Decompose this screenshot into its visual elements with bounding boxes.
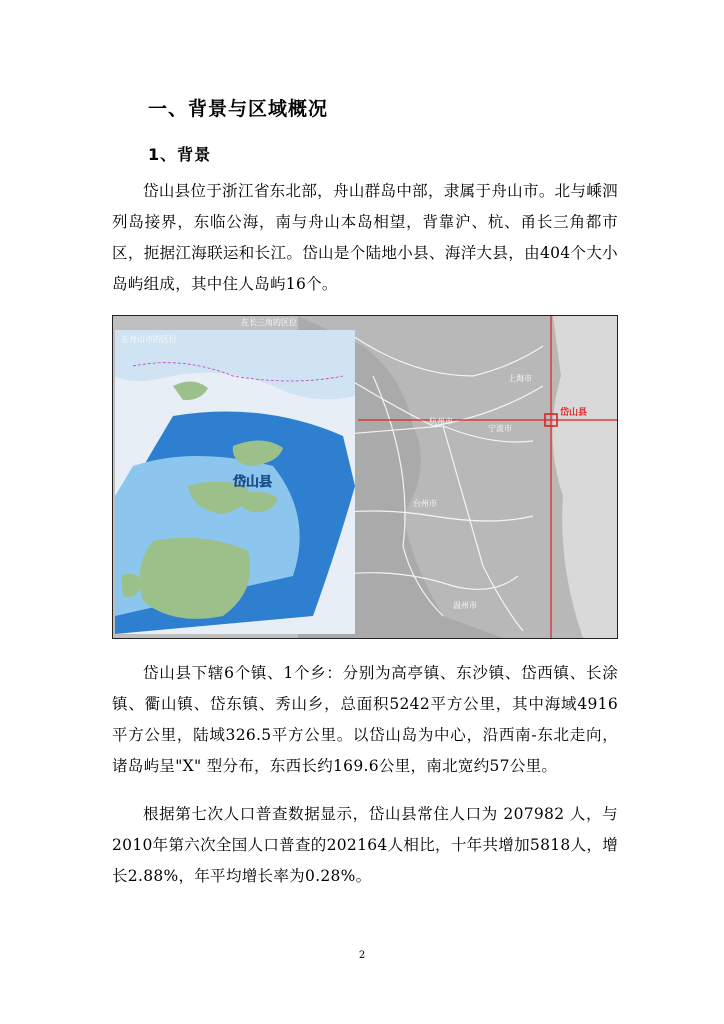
section-heading: 一、背景与区域概况 [148, 98, 329, 120]
paragraph-background: 岱山县位于浙江省东北部，舟山群岛中部，隶属于舟山市。北与嵊泗列岛接界，东临公海，南与舟山本岛相望，背靠沪、杭、甬长三角都市区，扼据江海联运和长江。岱山是个陆地小县、海洋大县，由404个大小岛屿组成，其中住人岛屿16个。 [112, 182, 618, 293]
city-label: 杭州市 [429, 417, 453, 426]
subsection-heading: 1、背景 [148, 145, 212, 164]
city-label: 温州市 [453, 601, 477, 610]
city-label: 台州市 [413, 499, 437, 508]
page-number: 2 [358, 950, 366, 961]
county-label: 岱山县 [233, 475, 273, 490]
paragraph-population: 根据第七次人口普查数据显示，岱山县常住人口为 207982 人，与2010年第六次全国人口普查的202164人相比，十年共增加5818人，增长2.88%，年平均增长率为0.28%。 [112, 805, 618, 885]
location-map [113, 316, 617, 638]
location-map-figure [112, 315, 618, 639]
island-zhoushan [140, 538, 251, 619]
paragraph-administrative: 岱山县下辖6个镇、1个乡：分别为高亭镇、东沙镇、岱西镇、长涂镇、衢山镇、岱东镇、秀山乡，总面积5242平方公里，其中海域4916平方公里，陆域326.5平方公里。以岱山岛为中心，沿西南-东北走向，诸岛屿呈"X" 型分布，东西长约169.6公里，南北宽约57公里。 [112, 664, 618, 775]
map-title-region: 在长三角的区位 [241, 318, 297, 327]
marker-label: 岱山县 [560, 408, 588, 418]
city-label: 上海市 [508, 374, 532, 383]
city-label: 宁波市 [488, 424, 512, 433]
map-title-zhoushan: 在舟山市的区位 [121, 335, 177, 344]
